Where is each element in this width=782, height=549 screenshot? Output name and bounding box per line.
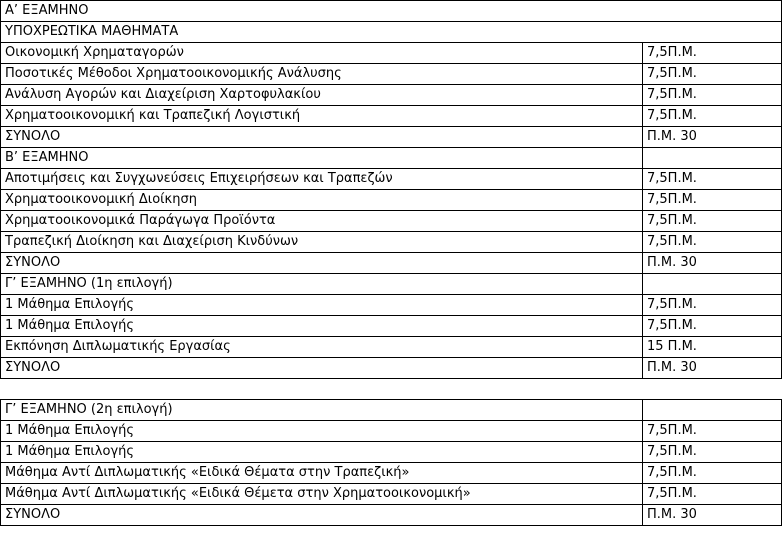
course-row	[1, 316, 782, 337]
course-credits: 7,5Π.Μ.	[643, 484, 782, 505]
curriculum-body	[1, 1, 782, 526]
course-row	[1, 106, 782, 127]
course-name: Ποσοτικές Μέθοδοι Χρηματοοικονομικής Ανάλυσης	[1, 64, 643, 85]
course-name: Αποτιμήσεις και Συγχωνεύσεις Επιχειρήσεων και Τραπεζών	[1, 169, 643, 190]
course-credits: 7,5Π.Μ.	[643, 232, 782, 253]
section-header: ΥΠΟΧΡΕΩΤΙΚΑ ΜΑΘΗΜΑΤΑ	[1, 22, 782, 43]
course-name: 1 Μάθημα Επιλογής	[1, 295, 643, 316]
semester-header-row	[1, 400, 782, 421]
section-header-row	[1, 1, 782, 22]
total-label: ΣΥΝΟΛΟ	[1, 253, 643, 274]
course-credits: 7,5Π.Μ.	[643, 421, 782, 442]
total-row	[1, 358, 782, 379]
course-credits: 7,5Π.Μ.	[643, 442, 782, 463]
course-row	[1, 295, 782, 316]
section-header: Α’ ΕΞΑΜΗΝΟ	[1, 1, 782, 22]
total-credits: Π.Μ. 30	[643, 505, 782, 526]
total-credits: Π.Μ. 30	[643, 358, 782, 379]
course-row	[1, 211, 782, 232]
course-row	[1, 169, 782, 190]
course-row	[1, 43, 782, 64]
course-name: Χρηματοοικονομικά Παράγωγα Προϊόντα	[1, 211, 643, 232]
course-name: Οικονομική Χρηματαγορών	[1, 43, 643, 64]
course-credits	[643, 148, 782, 169]
course-name: 1 Μάθημα Επιλογής	[1, 421, 643, 442]
total-row	[1, 505, 782, 526]
course-credits: 7,5Π.Μ.	[643, 316, 782, 337]
course-credits: 15 Π.Μ.	[643, 337, 782, 358]
total-label: ΣΥΝΟΛΟ	[1, 505, 643, 526]
course-row	[1, 85, 782, 106]
course-credits: 7,5Π.Μ.	[643, 43, 782, 64]
semester-header-row	[1, 148, 782, 169]
course-credits: 7,5Π.Μ.	[643, 211, 782, 232]
semester-header: Γ’ ΕΞΑΜΗΝΟ (1η επιλογή)	[1, 274, 643, 295]
course-name: 1 Μάθημα Επιλογής	[1, 442, 643, 463]
course-credits	[643, 400, 782, 421]
total-label: ΣΥΝΟΛΟ	[1, 127, 643, 148]
spacer-row	[1, 379, 782, 400]
course-credits: 7,5Π.Μ.	[643, 106, 782, 127]
course-row	[1, 484, 782, 505]
course-name: Εκπόνηση Διπλωματικής Εργασίας	[1, 337, 643, 358]
semester-header: Β’ ΕΞΑΜΗΝΟ	[1, 148, 643, 169]
total-row	[1, 253, 782, 274]
course-credits: 7,5Π.Μ.	[643, 64, 782, 85]
course-credits: 7,5Π.Μ.	[643, 295, 782, 316]
course-name: Μάθημα Αντί Διπλωματικής «Ειδικά Θέμετα στην Χρηματοοικονομική»	[1, 484, 643, 505]
course-credits: 7,5Π.Μ.	[643, 190, 782, 211]
course-credits	[643, 274, 782, 295]
total-row	[1, 127, 782, 148]
course-row	[1, 190, 782, 211]
course-row	[1, 232, 782, 253]
course-row	[1, 421, 782, 442]
course-name: Τραπεζική Διοίκηση και Διαχείριση Κινδύνων	[1, 232, 643, 253]
semester-header: Γ’ ΕΞΑΜΗΝΟ (2η επιλογή)	[1, 400, 643, 421]
course-name: Μάθημα Αντί Διπλωματικής «Ειδικά Θέματα στην Τραπεζική»	[1, 463, 643, 484]
course-row	[1, 442, 782, 463]
semester-header-row	[1, 274, 782, 295]
course-name: Χρηματοοικονομική Διοίκηση	[1, 190, 643, 211]
course-credits: 7,5Π.Μ.	[643, 463, 782, 484]
total-label: ΣΥΝΟΛΟ	[1, 358, 643, 379]
course-row	[1, 64, 782, 85]
course-name: Χρηματοοικονομική και Τραπεζική Λογιστική	[1, 106, 643, 127]
course-name: 1 Μάθημα Επιλογής	[1, 316, 643, 337]
course-row	[1, 463, 782, 484]
spacer-cell	[1, 379, 782, 400]
total-credits: Π.Μ. 30	[643, 127, 782, 148]
course-name: Ανάλυση Αγορών και Διαχείριση Χαρτοφυλακίου	[1, 85, 643, 106]
course-row	[1, 337, 782, 358]
section-header-row	[1, 22, 782, 43]
course-credits: 7,5Π.Μ.	[643, 169, 782, 190]
total-credits: Π.Μ. 30	[643, 253, 782, 274]
course-credits: 7,5Π.Μ.	[643, 85, 782, 106]
